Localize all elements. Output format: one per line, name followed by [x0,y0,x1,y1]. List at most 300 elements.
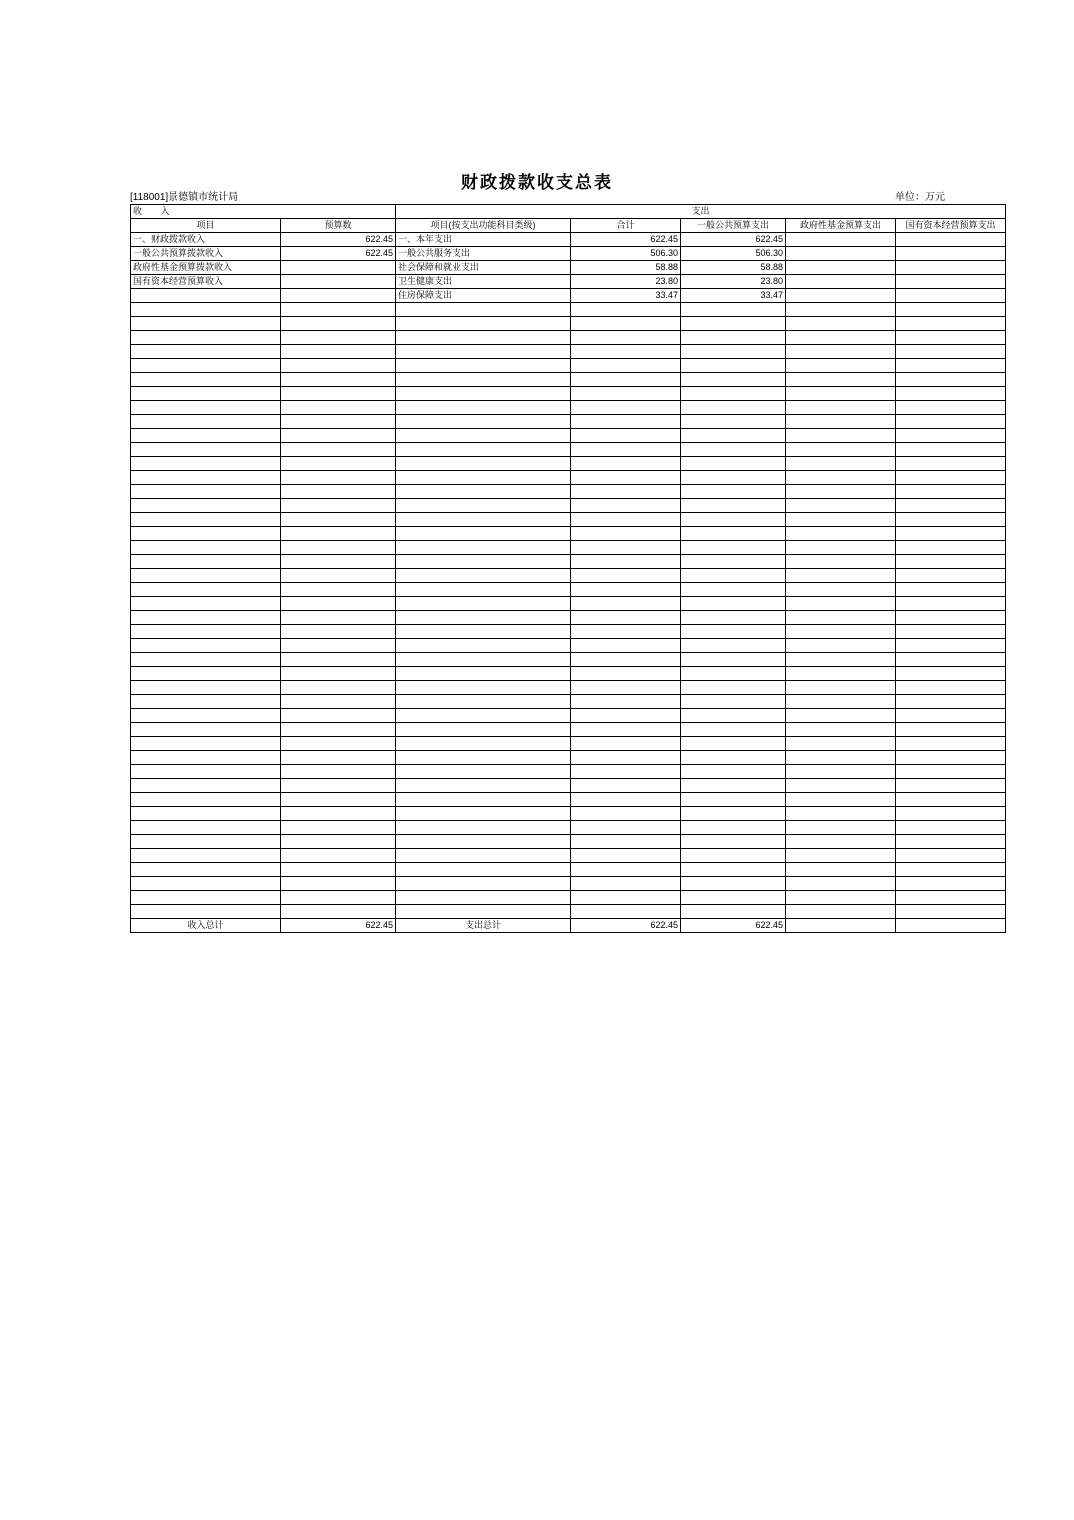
empty-cell [896,807,1006,821]
empty-cell [896,611,1006,625]
empty-cell [131,359,281,373]
empty-cell [281,541,396,555]
empty-cell [131,569,281,583]
empty-cell [396,835,571,849]
empty-cell [571,597,681,611]
empty-cell [896,415,1006,429]
empty-cell [681,723,786,737]
empty-cell [396,793,571,807]
empty-cell [786,821,896,835]
table-row-empty [131,485,1006,499]
empty-cell [571,849,681,863]
empty-cell [571,429,681,443]
total-exp-state-capital [896,919,1006,933]
empty-cell [786,387,896,401]
table-row-empty [131,303,1006,317]
empty-cell [281,905,396,919]
empty-cell [681,835,786,849]
empty-cell [786,401,896,415]
col-header-exp-item: 项目(按支出功能科目类级) [396,219,571,233]
empty-cell [131,891,281,905]
empty-cell [396,345,571,359]
empty-cell [681,457,786,471]
empty-cell [681,807,786,821]
row-exp-state-capital [896,247,1006,261]
empty-cell [681,513,786,527]
empty-cell [131,611,281,625]
empty-cell [396,387,571,401]
empty-cell [571,611,681,625]
empty-cell [396,485,571,499]
empty-cell [281,373,396,387]
empty-cell [571,541,681,555]
empty-cell [786,653,896,667]
empty-cell [571,723,681,737]
empty-cell [281,499,396,513]
empty-cell [571,807,681,821]
empty-cell [281,611,396,625]
empty-cell [396,331,571,345]
empty-cell [396,625,571,639]
table-row-empty [131,373,1006,387]
empty-cell [396,821,571,835]
row-income-item: 国有资本经营预算收入 [131,275,281,289]
empty-cell [396,597,571,611]
empty-cell [786,303,896,317]
empty-cell [571,863,681,877]
table-row-empty [131,583,1006,597]
empty-cell [786,359,896,373]
empty-cell [131,345,281,359]
row-exp-item: 住房保障支出 [396,289,571,303]
empty-cell [681,303,786,317]
table-row-empty [131,863,1006,877]
table-row-empty [131,793,1006,807]
empty-cell [681,625,786,639]
empty-cell [396,401,571,415]
empty-cell [281,751,396,765]
table-body [131,233,1006,919]
empty-cell [681,471,786,485]
row-exp-state-capital [896,289,1006,303]
empty-cell [681,555,786,569]
empty-cell [786,779,896,793]
empty-cell [571,569,681,583]
empty-cell [896,597,1006,611]
empty-cell [281,317,396,331]
empty-cell [896,835,1006,849]
empty-cell [681,569,786,583]
empty-cell [681,443,786,457]
empty-cell [896,737,1006,751]
empty-cell [281,877,396,891]
empty-cell [571,793,681,807]
empty-cell [396,639,571,653]
empty-cell [681,751,786,765]
empty-cell [786,485,896,499]
table-row-empty [131,737,1006,751]
empty-cell [786,681,896,695]
empty-cell [786,471,896,485]
empty-cell [396,877,571,891]
empty-cell [131,583,281,597]
table-row-empty [131,415,1006,429]
row-exp-state-capital [896,261,1006,275]
empty-cell [896,429,1006,443]
table-row [131,275,1006,289]
empty-cell [681,737,786,751]
empty-cell [396,723,571,737]
empty-cell [786,709,896,723]
row-exp-gov-fund [786,261,896,275]
empty-cell [571,667,681,681]
row-income-item [131,289,281,303]
table-row-empty [131,807,1006,821]
empty-cell [896,555,1006,569]
empty-cell [786,905,896,919]
empty-cell [896,625,1006,639]
empty-cell [681,611,786,625]
empty-cell [131,513,281,527]
empty-cell [571,835,681,849]
empty-cell [396,891,571,905]
table-row-empty [131,779,1006,793]
row-exp-item: 一般公共服务支出 [396,247,571,261]
empty-cell [396,303,571,317]
total-exp-total: 622.45 [571,919,681,933]
empty-cell [281,849,396,863]
row-exp-total: 58.88 [571,261,681,275]
empty-cell [281,555,396,569]
empty-cell [571,415,681,429]
table-row-empty [131,457,1006,471]
empty-cell [681,387,786,401]
empty-cell [896,485,1006,499]
table-row-empty [131,359,1006,373]
empty-cell [281,709,396,723]
empty-cell [786,891,896,905]
empty-cell [396,373,571,387]
empty-cell [786,667,896,681]
empty-cell [571,625,681,639]
total-exp-general-public: 622.45 [681,919,786,933]
row-income-budget [281,261,396,275]
empty-cell [396,569,571,583]
unit-label: 单位：万元 [895,192,945,203]
empty-cell [786,877,896,891]
table-row [131,247,1006,261]
empty-cell [571,639,681,653]
empty-cell [131,625,281,639]
empty-cell [681,597,786,611]
row-income-item: 一般公共预算拨款收入 [131,247,281,261]
empty-cell [571,457,681,471]
empty-cell [571,513,681,527]
empty-cell [281,387,396,401]
table-row-empty [131,429,1006,443]
empty-cell [896,541,1006,555]
empty-cell [571,471,681,485]
empty-cell [681,485,786,499]
empty-cell [131,471,281,485]
row-exp-gov-fund [786,247,896,261]
table-row-empty [131,569,1006,583]
table-row-empty [131,625,1006,639]
empty-cell [896,751,1006,765]
table-row-empty [131,471,1006,485]
empty-cell [571,303,681,317]
empty-cell [681,499,786,513]
table-row-empty [131,513,1006,527]
table-row [131,261,1006,275]
col-header-exp-total: 合计 [571,219,681,233]
empty-cell [571,583,681,597]
empty-cell [571,443,681,457]
table-row-empty [131,331,1006,345]
empty-cell [571,373,681,387]
empty-cell [281,639,396,653]
empty-cell [681,681,786,695]
empty-cell [281,513,396,527]
empty-cell [681,793,786,807]
table-row-empty [131,681,1006,695]
empty-cell [896,639,1006,653]
table-row-empty [131,499,1006,513]
empty-cell [786,849,896,863]
empty-cell [896,359,1006,373]
col-header-income-item: 项目 [131,219,281,233]
empty-cell [571,891,681,905]
empty-cell [396,779,571,793]
empty-cell [896,905,1006,919]
empty-cell [281,779,396,793]
empty-cell [896,849,1006,863]
empty-cell [681,331,786,345]
table-row [131,289,1006,303]
empty-cell [896,303,1006,317]
empty-cell [131,681,281,695]
table-row-empty [131,443,1006,457]
empty-cell [896,863,1006,877]
empty-cell [786,611,896,625]
empty-cell [786,723,896,737]
empty-cell [281,625,396,639]
empty-cell [281,429,396,443]
empty-cell [571,499,681,513]
empty-cell [786,443,896,457]
table-row-empty [131,555,1006,569]
empty-cell [281,863,396,877]
empty-cell [281,653,396,667]
empty-cell [396,443,571,457]
empty-cell [131,373,281,387]
empty-cell [281,667,396,681]
empty-cell [896,513,1006,527]
empty-cell [681,653,786,667]
empty-cell [131,415,281,429]
empty-cell [131,303,281,317]
empty-cell [681,583,786,597]
empty-cell [786,807,896,821]
empty-cell [571,555,681,569]
empty-cell [571,359,681,373]
empty-cell [396,359,571,373]
empty-cell [131,667,281,681]
empty-cell [571,709,681,723]
empty-cell [396,807,571,821]
empty-cell [281,345,396,359]
empty-cell [681,667,786,681]
row-exp-item: 社会保障和就业支出 [396,261,571,275]
table-row-empty [131,891,1006,905]
empty-cell [131,499,281,513]
empty-cell [131,331,281,345]
empty-cell [131,653,281,667]
empty-cell [896,765,1006,779]
empty-cell [681,891,786,905]
empty-cell [396,695,571,709]
group-header-income: 收 入 [131,205,396,219]
empty-cell [681,401,786,415]
table-row-empty [131,765,1006,779]
empty-cell [681,779,786,793]
empty-cell [896,345,1006,359]
org-label: [118001]景德镇市统计局 [130,192,239,203]
empty-cell [896,681,1006,695]
total-income-label: 收入总计 [131,919,281,933]
empty-cell [131,863,281,877]
empty-cell [896,569,1006,583]
table-row-empty [131,667,1006,681]
empty-cell [396,751,571,765]
row-exp-general-public: 23.80 [681,275,786,289]
empty-cell [131,765,281,779]
table-row-empty [131,835,1006,849]
empty-cell [281,765,396,779]
empty-cell [396,583,571,597]
empty-cell [281,807,396,821]
empty-cell [896,821,1006,835]
empty-cell [131,555,281,569]
empty-cell [281,737,396,751]
empty-cell [786,345,896,359]
empty-cell [396,415,571,429]
empty-cell [896,779,1006,793]
empty-cell [571,331,681,345]
empty-cell [681,863,786,877]
empty-cell [281,597,396,611]
row-exp-state-capital [896,233,1006,247]
empty-cell [571,387,681,401]
table-row-empty [131,597,1006,611]
empty-cell [396,849,571,863]
table-row-empty [131,541,1006,555]
row-exp-general-public: 58.88 [681,261,786,275]
empty-cell [571,345,681,359]
row-exp-state-capital [896,275,1006,289]
row-exp-total: 33.47 [571,289,681,303]
table-row [131,233,1006,247]
empty-cell [681,877,786,891]
group-header-expenditure: 支出 [396,205,1006,219]
col-header-exp-general-public: 一般公共预算支出 [681,219,786,233]
empty-cell [281,443,396,457]
empty-cell [896,891,1006,905]
row-income-budget [281,289,396,303]
empty-cell [396,681,571,695]
empty-cell [131,807,281,821]
empty-cell [681,429,786,443]
empty-cell [396,709,571,723]
empty-cell [396,527,571,541]
empty-cell [281,681,396,695]
empty-cell [281,331,396,345]
empty-cell [786,695,896,709]
row-exp-general-public: 33.47 [681,289,786,303]
table-row-empty [131,387,1006,401]
empty-cell [281,471,396,485]
meta-row [130,188,945,202]
empty-cell [131,723,281,737]
table-total-row [131,919,1006,933]
empty-cell [896,443,1006,457]
empty-cell [131,695,281,709]
empty-cell [131,793,281,807]
empty-cell [571,765,681,779]
row-income-budget [281,275,396,289]
empty-cell [786,429,896,443]
row-exp-total: 622.45 [571,233,681,247]
empty-cell [681,317,786,331]
empty-cell [281,821,396,835]
empty-cell [786,457,896,471]
empty-cell [896,401,1006,415]
table-row-empty [131,653,1006,667]
empty-cell [571,527,681,541]
total-exp-gov-fund [786,919,896,933]
empty-cell [396,541,571,555]
empty-cell [786,513,896,527]
empty-cell [571,653,681,667]
empty-cell [281,401,396,415]
row-income-budget: 622.45 [281,233,396,247]
empty-cell [896,709,1006,723]
empty-cell [786,835,896,849]
row-exp-item: 一、本年支出 [396,233,571,247]
empty-cell [681,373,786,387]
empty-cell [281,415,396,429]
row-income-item: 一、财政拨款收入 [131,233,281,247]
empty-cell [681,695,786,709]
table-row-empty [131,821,1006,835]
table-row-empty [131,849,1006,863]
empty-cell [786,639,896,653]
empty-cell [281,527,396,541]
empty-cell [896,653,1006,667]
empty-cell [281,835,396,849]
empty-cell [896,695,1006,709]
empty-cell [681,821,786,835]
empty-cell [786,597,896,611]
empty-cell [571,751,681,765]
empty-cell [896,373,1006,387]
empty-cell [681,849,786,863]
empty-cell [281,583,396,597]
empty-cell [396,471,571,485]
empty-cell [131,905,281,919]
empty-cell [896,723,1006,737]
empty-cell [281,457,396,471]
